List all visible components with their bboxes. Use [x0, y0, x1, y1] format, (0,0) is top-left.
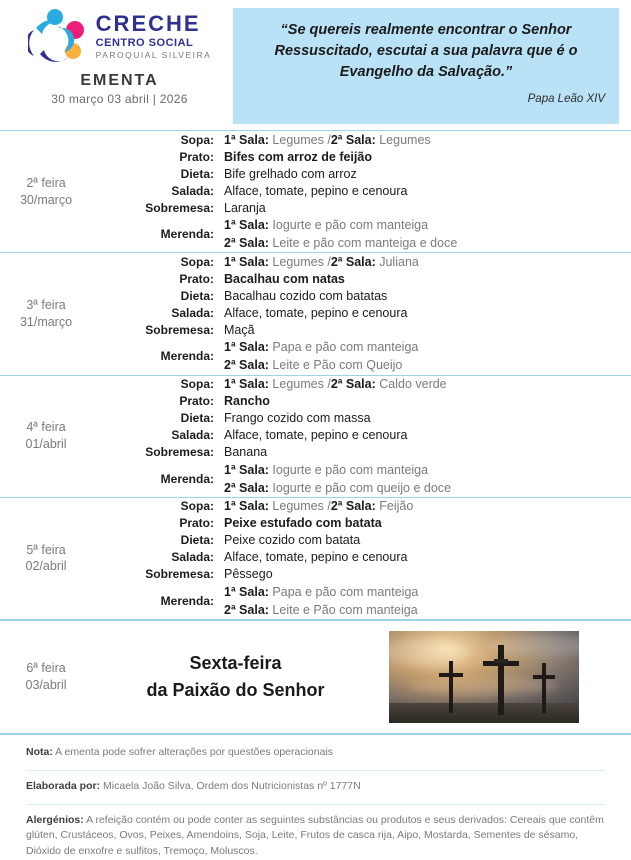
row-sobremesa: [92, 321, 631, 338]
row-label-dieta: Dieta:: [180, 533, 214, 548]
day-label: [0, 131, 92, 252]
day-rows: [92, 131, 631, 252]
row-sobremesa: [92, 199, 631, 216]
row-value-dieta: Bacalhau cozido com batatas: [224, 288, 388, 303]
merenda-sala1-text: Iogurte e pão com manteiga: [272, 462, 429, 477]
friday-title-line2: da Paixão do Senhor: [146, 680, 325, 700]
sala1-label: 1ª Sala:: [224, 132, 269, 147]
footer-allergens-label: Alergénios:: [26, 813, 84, 826]
row-value-sobremesa: Pêssego: [224, 567, 273, 582]
row-value-prato: Bifes com arroz de feijão: [224, 149, 372, 164]
row-dieta: [92, 287, 631, 304]
page-title: EMENTA: [80, 72, 159, 89]
row-sopa: [92, 253, 631, 270]
row-salada: [92, 182, 631, 199]
brand-name: CRECHE: [95, 11, 201, 37]
day-weekday: 4ª feira: [26, 420, 66, 435]
sala2-label: 2ª Sala:: [224, 480, 269, 495]
day-block: [0, 130, 631, 252]
row-value-sopa: 1ª Sala: Legumes / 2ª Sala: Caldo verde: [224, 377, 447, 391]
row-label-prato: Prato:: [179, 394, 214, 408]
footer-divider: [26, 770, 605, 771]
row-sobremesa: [92, 566, 631, 583]
row-value-salada: Alface, tomate, pepino e cenoura: [224, 550, 408, 565]
row-prato: [92, 393, 631, 410]
sala2-label: 2ª Sala:: [224, 602, 269, 617]
quote-box: [233, 8, 619, 124]
row-label-salada: Salada:: [171, 428, 214, 442]
day-weekday: 3ª feira: [26, 298, 66, 312]
sala1-label: 1ª Sala:: [224, 340, 269, 355]
row-prato: [92, 270, 631, 287]
row-sopa: [92, 376, 631, 393]
sala2-label: 2ª Sala:: [224, 358, 269, 373]
day-label: [0, 658, 92, 696]
day-date: 30/março: [19, 192, 73, 207]
creche-logo-icon: [28, 8, 90, 64]
sopa-sala2: Feijão: [379, 499, 414, 514]
friday-title-line1: Sexta-feira: [189, 653, 282, 673]
row-salada: [92, 427, 631, 444]
merenda-sala2: [224, 601, 631, 619]
row-merenda: [92, 338, 631, 374]
row-value-sobremesa: Laranja: [224, 200, 266, 215]
brand-text: [96, 12, 212, 60]
row-value-prato: Bacalhau com natas: [224, 271, 345, 286]
cross-center-icon: [481, 645, 521, 715]
day-date: 03/abril: [25, 678, 67, 692]
cross-right-icon: [531, 663, 557, 713]
row-value-salada: Alface, tomate, pepino e cenoura: [224, 428, 408, 442]
merenda-sala1: [224, 461, 631, 479]
row-value-salada: Alface, tomate, pepino e cenoura: [224, 183, 408, 198]
row-merenda: [92, 216, 631, 252]
sala1-label: 1ª Sala:: [224, 584, 269, 599]
day-label: [0, 498, 92, 619]
day-weekday: 5ª feira: [26, 542, 66, 557]
sala1-label: 1ª Sala:: [224, 218, 269, 232]
sala1-label: 1ª Sala:: [224, 499, 269, 514]
row-label-dieta: Dieta:: [180, 288, 214, 303]
sala2-label: 2ª Sala:: [330, 132, 376, 147]
brand-line-3: PAROQUIAL SILVEIRA: [95, 49, 212, 60]
row-label-merenda: Merenda:: [160, 471, 214, 486]
sala1-label: 1ª Sala:: [224, 377, 269, 391]
merenda-sala1-text: Iogurte e pão com manteiga: [272, 218, 429, 232]
crucifixion-image: [389, 631, 579, 723]
merenda-sala2-text: Leite e pão com manteiga e doce: [272, 236, 458, 251]
sala2-label: 2ª Sala:: [330, 499, 376, 514]
day-block: [0, 375, 631, 497]
row-merenda: [92, 461, 631, 497]
sopa-sala2: Juliana: [379, 254, 419, 269]
row-prato: [92, 515, 631, 532]
row-sopa: [92, 131, 631, 148]
row-value-dieta: Frango cozido com massa: [224, 411, 371, 425]
merenda-sala1: [224, 338, 631, 356]
row-label-prato: Prato:: [179, 149, 214, 164]
sala2-label: 2ª Sala:: [330, 254, 376, 269]
footer-divider: [26, 804, 605, 805]
row-salada: [92, 304, 631, 321]
sala2-label: 2ª Sala:: [224, 236, 269, 251]
row-label-sopa: Sopa:: [180, 254, 214, 269]
row-value-sopa: 1ª Sala: Legumes / 2ª Sala: Legumes: [224, 132, 431, 147]
sopa-sala1: Legumes: [272, 499, 324, 514]
merenda-sala1-text: Papa e pão com manteiga: [272, 340, 419, 355]
row-dieta: [92, 410, 631, 427]
row-value-sopa: 1ª Sala: Legumes / 2ª Sala: Feijão: [224, 499, 414, 514]
sala2-label: 2ª Sala:: [330, 377, 376, 391]
row-merenda: [92, 583, 631, 619]
row-label-sobremesa: Sobremesa:: [145, 200, 214, 215]
merenda-sala1-text: Papa e pão com manteiga: [272, 584, 419, 599]
row-label-dieta: Dieta:: [180, 166, 214, 181]
quote-text: “Se quereis realmente encontrar o Senhor Ressuscitado, escutai a sua palavra que é o Evangelho da Salvação.”: [274, 22, 578, 81]
row-value-sobremesa: Maçã: [224, 322, 255, 337]
friday-block: [0, 619, 631, 735]
brand-block: [12, 8, 227, 106]
day-weekday: 2ª feira: [26, 175, 66, 190]
row-value-salada: Alface, tomate, pepino e cenoura: [224, 305, 408, 320]
row-prato: [92, 148, 631, 165]
sala1-label: 1ª Sala:: [224, 462, 269, 477]
row-label-merenda: Merenda:: [160, 593, 214, 608]
merenda-sala1: [224, 216, 631, 234]
day-rows: [92, 253, 631, 374]
row-value-sobremesa: Banana: [224, 445, 268, 459]
brand-line-2: CENTRO SOCIAL: [95, 37, 194, 50]
row-value-prato: Peixe estufado com batata: [224, 516, 382, 531]
row-value-merenda: [221, 461, 631, 497]
sopa-sala1: Legumes: [272, 132, 324, 147]
row-value-sopa: 1ª Sala: Legumes / 2ª Sala: Juliana: [224, 254, 419, 269]
logo-row: [12, 8, 227, 64]
page-header: [0, 0, 631, 124]
row-salada: [92, 549, 631, 566]
merenda-sala2: [224, 479, 631, 497]
row-label-sopa: Sopa:: [180, 132, 214, 147]
row-label-salada: Salada:: [171, 183, 214, 198]
sopa-sala1: Legumes: [272, 254, 324, 269]
sopa-sala2: Caldo verde: [379, 377, 447, 391]
day-label: [0, 376, 92, 497]
row-label-sobremesa: Sobremesa:: [145, 445, 214, 459]
row-value-prato: Rancho: [224, 394, 270, 408]
day-date: 02/abril: [25, 559, 67, 574]
page-footer: [0, 735, 631, 860]
row-label-sobremesa: Sobremesa:: [145, 322, 214, 337]
row-sopa: [92, 498, 631, 515]
day-label: [0, 253, 92, 374]
row-label-salada: Salada:: [171, 305, 214, 320]
row-dieta: [92, 165, 631, 182]
row-value-merenda: [221, 338, 631, 374]
merenda-sala2: [224, 234, 631, 252]
row-label-prato: Prato:: [179, 516, 214, 531]
row-value-merenda: [221, 583, 631, 619]
footer-note-label: Nota:: [26, 746, 53, 758]
row-label-merenda: Merenda:: [160, 349, 214, 364]
merenda-sala2: [224, 356, 631, 374]
merenda-sala2-text: Leite e Pão com manteiga: [272, 602, 418, 617]
row-label-sobremesa: Sobremesa:: [145, 567, 214, 582]
sopa-sala1: Legumes: [272, 377, 324, 391]
day-weekday: 6ª feira: [26, 661, 66, 676]
row-value-dieta: Peixe cozido com batata: [224, 533, 361, 548]
menu-table: [0, 130, 631, 735]
footer-author-label: Elaborada por:: [26, 779, 101, 792]
sopa-sala2: Legumes: [379, 132, 431, 147]
footer-author: [26, 779, 605, 795]
row-value-merenda: [221, 216, 631, 252]
footer-author-text: Micaela João Silva, Ordem dos Nutricionistas nº 1777N: [100, 779, 361, 792]
row-value-dieta: Bife grelhado com arroz: [224, 166, 357, 181]
row-sobremesa: [92, 444, 631, 461]
day-date: 01/abril: [25, 437, 67, 452]
merenda-sala2-text: Leite e Pão com Queijo: [272, 358, 403, 373]
row-dieta: [92, 532, 631, 549]
row-label-prato: Prato:: [179, 271, 214, 286]
sala1-label: 1ª Sala:: [224, 254, 269, 269]
row-label-sopa: Sopa:: [180, 377, 214, 391]
day-block: [0, 252, 631, 374]
day-date: 31/março: [19, 314, 73, 329]
merenda-sala1: [224, 583, 631, 601]
day-rows: [92, 376, 631, 497]
row-label-salada: Salada:: [171, 550, 214, 565]
footer-allergens-text: A refeição contém ou pode conter as seguintes substâncias ou produtos e seus derivados: Cereais que contêm glúten, Crustáceos, Ovos, Peixes, Amendoins, Soja, Leite, Frutos de casca rija, Aipo, Mostarda, Sementes de sésamo, Dióxido de enxofre e sulfitos, Tremoço, Moluscos.: [26, 813, 604, 857]
day-block: [0, 497, 631, 619]
quote-author: Papa Leão XIV: [527, 93, 605, 106]
footer-allergens: [26, 813, 605, 860]
cross-left-icon: [437, 661, 465, 713]
day-rows: [92, 498, 631, 619]
row-label-dieta: Dieta:: [180, 411, 214, 425]
footer-note: [26, 745, 605, 761]
row-label-sopa: Sopa:: [180, 499, 214, 514]
date-range: 30 março 03 abril | 2026: [51, 92, 188, 106]
footer-note-text: A ementa pode sofrer alterações por questões operacionais: [52, 746, 334, 758]
friday-title: [92, 650, 389, 704]
merenda-sala2-text: Iogurte e pão com queijo e doce: [272, 480, 452, 495]
row-label-merenda: Merenda:: [160, 227, 214, 242]
